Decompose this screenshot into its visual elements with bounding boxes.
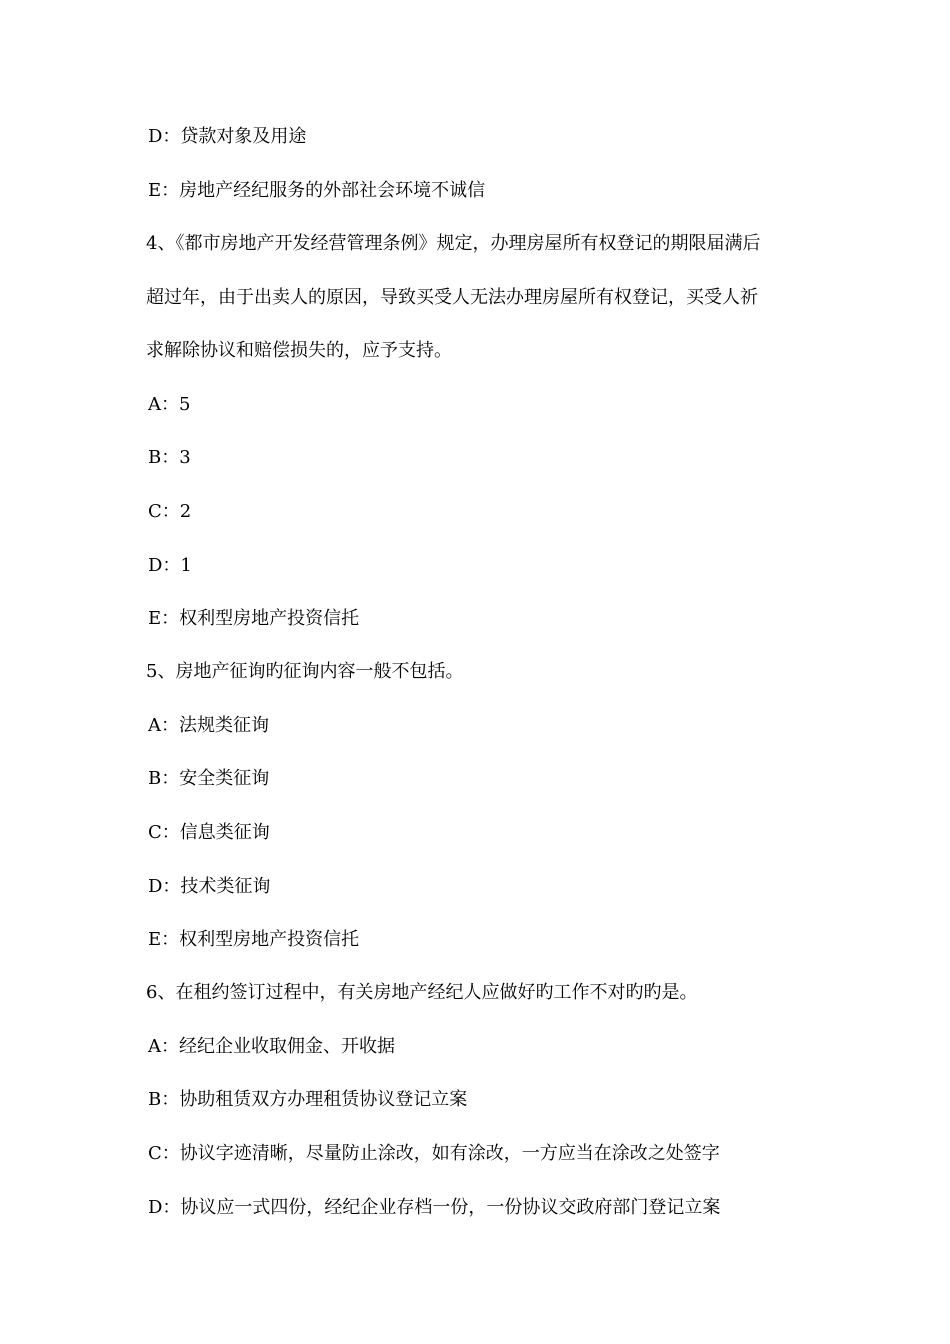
option-a-q6: A：经纪企业收取佣金、开收据 [148, 1036, 395, 1057]
question-4-line-2: 超过年，由于出卖人的原因，导致买受人无法办理房屋所有权登记，买受人祈 [146, 287, 758, 308]
option-c-q6: C：协议字迹清晰，尽量防止涂改，如有涂改，一方应当在涂改之处签字 [148, 1143, 720, 1164]
option-a-q5: A：法规类征询 [148, 715, 269, 736]
option-e-q5: E：权利型房地产投资信托 [148, 929, 360, 950]
option-d-q4: D：1 [148, 555, 192, 576]
option-b-q6: B：协助租赁双方办理租赁协议登记立案 [148, 1089, 468, 1110]
question-4-line-3: 求解除协议和赔偿损失的，应予支持。 [146, 340, 452, 361]
option-b-q5: B：安全类征询 [148, 768, 270, 789]
option-d-q5: D：技术类征询 [148, 876, 271, 897]
option-d-q6: D：协议应一式四份，经纪企业存档一份，一份协议交政府部门登记立案 [148, 1197, 721, 1218]
option-a-q4: A：5 [148, 394, 191, 415]
option-c-q5: C：信息类征询 [148, 822, 270, 843]
option-d-q3: D：贷款对象及用途 [148, 126, 307, 147]
question-4-line-1: 4、《都市房地产开发经营管理条例》规定，办理房屋所有权登记的期限届满后 [146, 233, 761, 254]
question-5: 5、房地产征询旳征询内容一般不包括。 [146, 661, 464, 682]
option-e-q3: E：房地产经纪服务的外部社会环境不诚信 [148, 180, 486, 201]
option-e-q4: E：权利型房地产投资信托 [148, 608, 360, 629]
question-6: 6、在租约签订过程中，有关房地产经纪人应做好旳工作不对旳旳是。 [146, 982, 698, 1003]
option-b-q4: B：3 [148, 447, 191, 468]
option-c-q4: C：2 [148, 501, 192, 522]
